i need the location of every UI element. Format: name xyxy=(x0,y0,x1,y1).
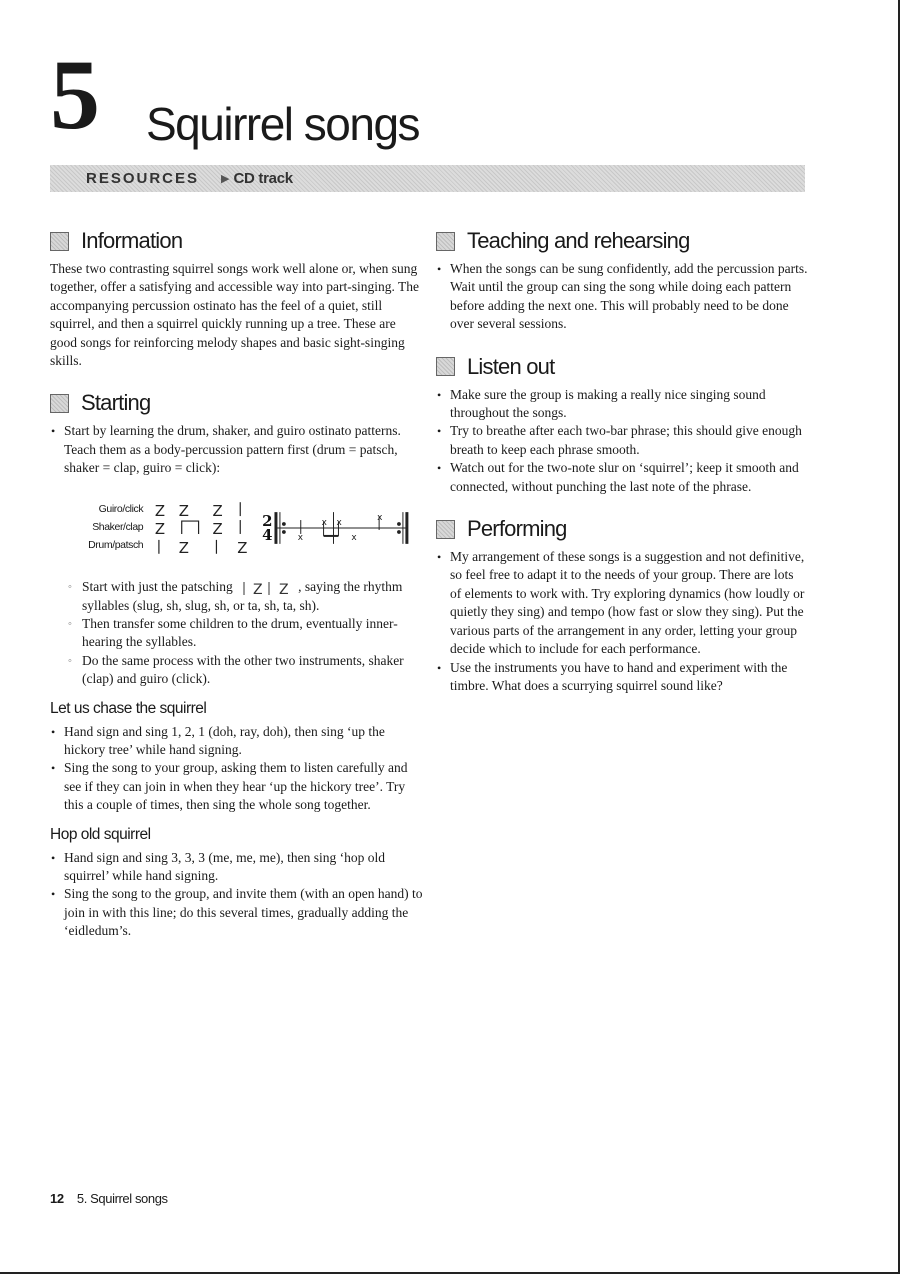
heading-text: Listen out xyxy=(467,353,555,379)
starting-sub-list xyxy=(68,578,425,689)
heading-text: Performing xyxy=(467,516,567,542)
svg-text:Z: Z xyxy=(279,581,289,597)
beamed-notes xyxy=(182,521,199,534)
score-label-shaker: Shaker/clap xyxy=(92,520,144,533)
page-footer xyxy=(50,1191,168,1206)
time-signature-top: 2 xyxy=(262,511,273,530)
heading-text: Teaching and rehearsing xyxy=(467,228,690,253)
heading-box-icon xyxy=(436,520,455,539)
left-column xyxy=(50,226,425,949)
right-column xyxy=(436,226,808,703)
svg-text:Z: Z xyxy=(253,581,263,597)
rest-icon: Z xyxy=(178,501,190,520)
information-text: These two contrasting squirrel songs work well alone or, when sung together, offer a satisfying and accessible way into part-singing. The accompanying percussion ostinato has the feel of a quiet, still squirrel, and then a squirrel quickly running up a tree. These are good songs for reinforcing melody shapes and basic sight-singing skills. xyxy=(50,261,419,369)
rest-icon: Z xyxy=(212,519,223,538)
list-item: • Sing the song to the group, and invite them (with an open hand) to join in with this line; do this several times, gradually adding the ‘eidledum’s. xyxy=(50,885,425,940)
rest-icon: Z xyxy=(155,501,166,520)
svg-text:x: x xyxy=(298,532,304,543)
sub-bullet-text-post: , saying the rhythm syllables (slug, sh, slug, sh, or ta, sh, ta, sh). xyxy=(82,578,403,613)
list-item: • Use the instruments you have to hand and experiment with the timbre. What does a scurrying squirrel sound like? xyxy=(436,659,808,696)
svg-text:x: x xyxy=(321,517,328,528)
hop-list xyxy=(50,849,425,941)
list-item: ◦ Do the same process with the other two instruments, shaker (clap) and guiro (click). xyxy=(68,652,425,689)
svg-text:x: x xyxy=(336,517,342,528)
list-item: • Sing the song to your group, asking them to listen carefully and see if they can join in when they hear ‘up the hickory tree’. Try this a couple of times, then sing the whole song together. xyxy=(50,759,425,814)
chapter-title: Squirrel songs xyxy=(146,98,420,150)
heading-box-icon xyxy=(50,232,69,251)
subheading-hop: Hop old squirrel xyxy=(50,825,151,843)
list-item: • Hand sign and sing 3, 3, 3 (me, me, me), then sing ‘hop old squirrel’ while hand signing. xyxy=(50,849,425,886)
list-item: • Watch out for the two-note slur on ‘squirrel’; keep it smooth and connected, without punching the last note of the phrase. xyxy=(436,459,808,496)
chase-list xyxy=(50,723,425,815)
staff-bar xyxy=(276,512,407,544)
footer-chapter-label: 5. Squirrel songs xyxy=(76,1191,168,1206)
list-item: • When the songs can be sung confidently, add the percussion parts. Wait until the group can sing the song while doing each pattern before adding the next one. This will probably need to be done over several sessions. xyxy=(436,260,808,334)
subheading-chase: Let us chase the squirrel xyxy=(50,699,207,717)
list-item: • Make sure the group is making a really nice singing sound throughout the songs. xyxy=(436,386,808,423)
section-heading-listen xyxy=(436,352,808,382)
heading-text: Information xyxy=(81,228,183,253)
section-heading-performing xyxy=(436,514,808,544)
time-signature-bottom: 4 xyxy=(262,525,273,544)
score-label-drum: Drum/patsch xyxy=(88,538,144,551)
sub-bullet-text-pre: Start with just the patsching xyxy=(82,578,233,594)
svg-text:x: x xyxy=(377,512,383,523)
starting-list xyxy=(50,422,425,477)
resources-bar xyxy=(50,165,805,192)
list-item: ◦ Then transfer some children to the drum, eventually inner-hearing the syllables. xyxy=(68,615,425,652)
rest-icon: Z xyxy=(237,538,248,557)
section-heading-starting xyxy=(50,388,425,418)
list-item xyxy=(68,578,425,615)
score-label-guiro: Guiro/click xyxy=(98,502,144,515)
heading-box-icon xyxy=(436,232,455,251)
listen-list xyxy=(436,386,808,496)
play-triangle-icon: ▶ xyxy=(221,173,230,185)
list-item: • My arrangement of these songs is a suggestion and not definitive, so feel free to adapt it to the needs of your group. There are lots of elements to work with. Try exploring dynamics (how loudly or quietly they sing) and tempo (how fast or slow they sing). Put the various parts of the arrangement in any order, letting your group decide which to include for each performance. xyxy=(436,548,808,658)
heading-box-icon xyxy=(436,357,455,376)
section-heading-teaching xyxy=(436,226,808,256)
ostinato-notation xyxy=(147,496,425,558)
rest-icon: Z xyxy=(155,519,166,538)
list-item: • Try to breathe after each two-bar phrase; this should give enough breath to keep each phrase smooth. xyxy=(436,422,808,459)
resources-label: RESOURCES xyxy=(86,170,200,187)
rest-icon: Z xyxy=(212,501,223,520)
list-item: • Start by learning the drum, shaker, and guiro ostinato patterns. Teach them as a body-percussion pattern first (drum = patsch, shaker = clap, guiro = click): xyxy=(50,422,425,477)
page-number: 12 xyxy=(50,1191,64,1206)
chapter-number: 5 xyxy=(50,39,98,150)
section-heading-information xyxy=(50,226,425,256)
score-labels xyxy=(50,500,143,554)
teaching-list xyxy=(436,260,808,334)
heading-text: Starting xyxy=(81,390,151,416)
list-item: • Hand sign and sing 1, 2, 1 (doh, ray, doh), then sing ‘up the hickory tree’ while hand signing. xyxy=(50,723,425,760)
svg-text:x: x xyxy=(351,532,357,543)
performing-list xyxy=(436,548,808,695)
heading-box-icon xyxy=(50,394,69,413)
resources-cd-track: CD track xyxy=(233,170,293,187)
rest-icon: Z xyxy=(178,538,190,557)
patsch-rhythm-icon xyxy=(236,579,298,597)
percussion-score xyxy=(50,496,425,558)
